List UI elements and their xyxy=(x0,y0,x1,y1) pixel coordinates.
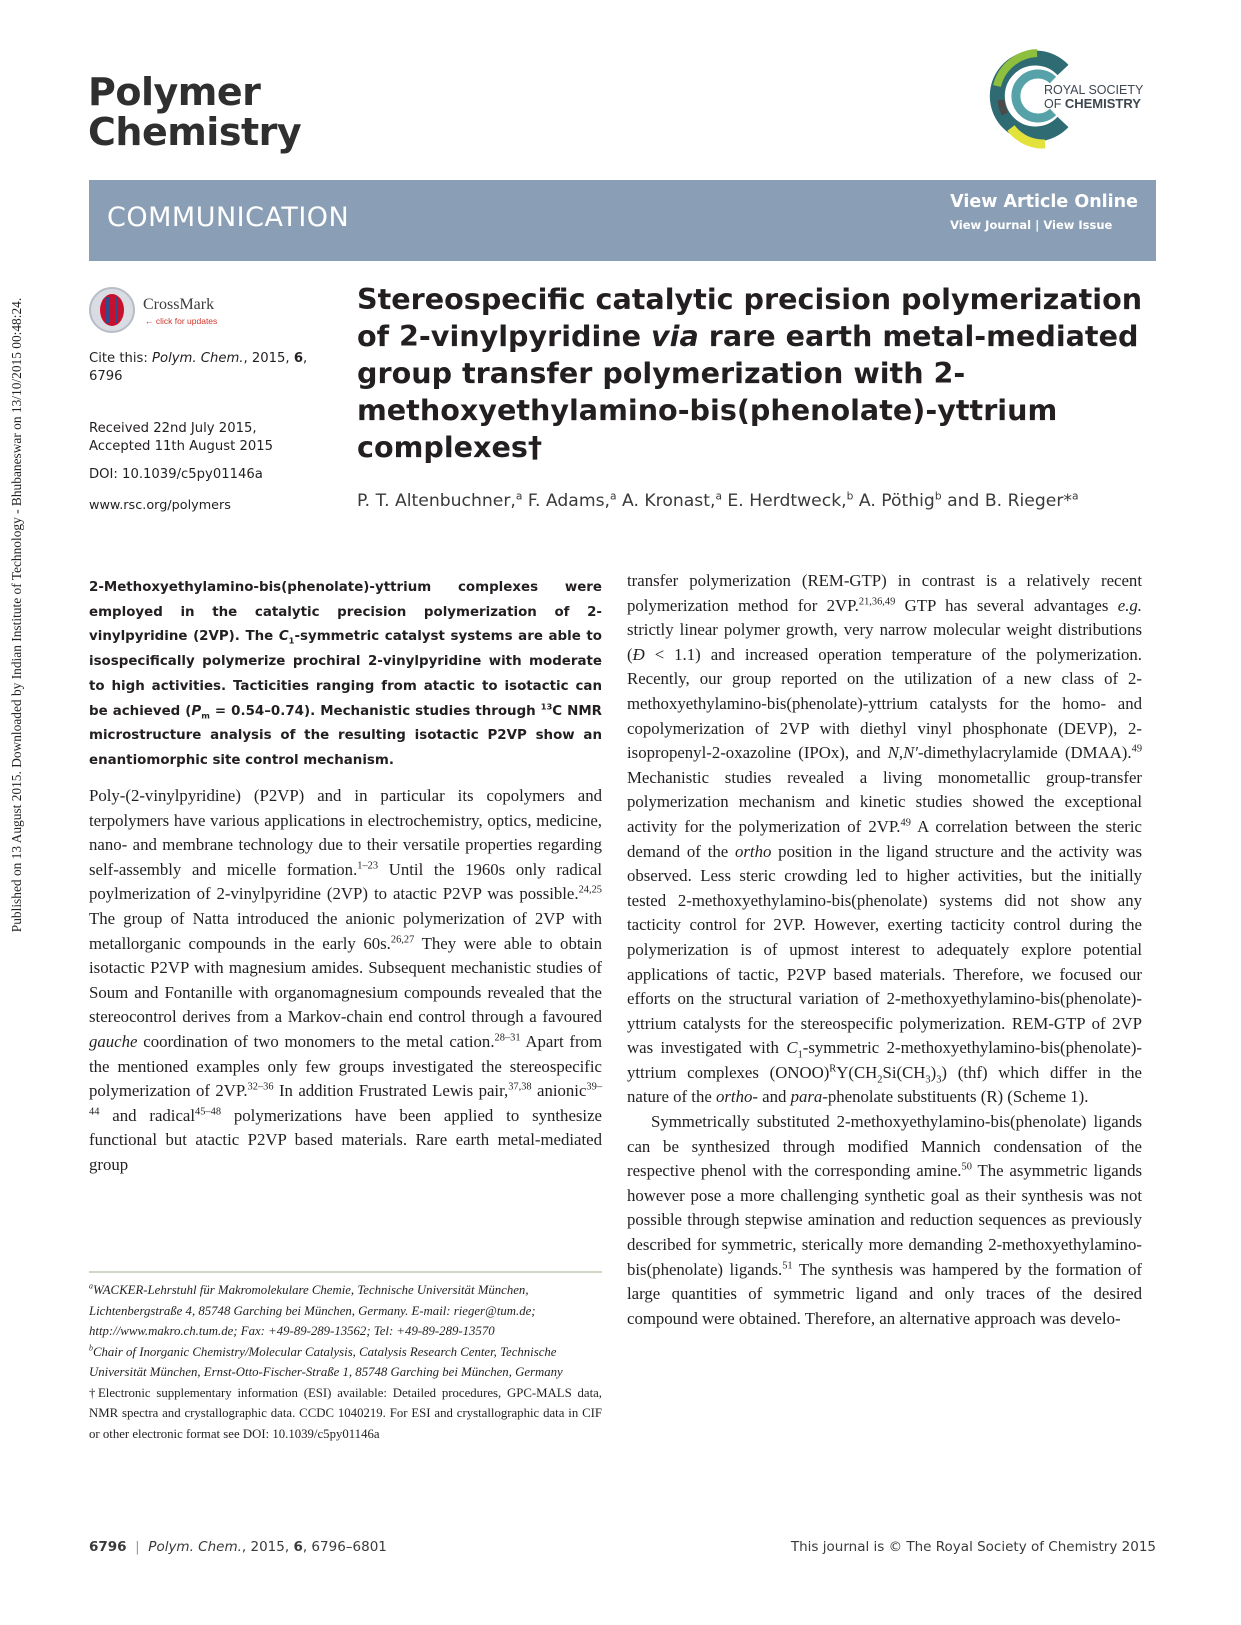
body-text: < 1.1) and increased operation temperature of the polymerization. Recently, our group reported on the utilization of a new class of 2-methoxyethylamino-bis(phenolate)-yttrium catalysts for the homo- and copolymerization of 2VP with diethyl vinyl phosphonate (DEVP), 2-isopropenyl-2-oxazoline (IPOx), and xyxy=(627,644,1142,763)
body-text: Y(CH xyxy=(836,1062,878,1082)
body-italic: N,N′ xyxy=(887,743,918,763)
title-part1: Stereospecific catalytic precision polymerization of 2-vinylpyridine xyxy=(357,282,1143,353)
body-text: strictly linear polymer growth, very narrow molecular weight distributions ( xyxy=(627,620,1142,664)
crossmark-badge[interactable] xyxy=(89,287,249,337)
footnotes xyxy=(89,1280,602,1444)
author-affiliation-mark: a xyxy=(1072,489,1079,503)
footnote-divider xyxy=(89,1271,602,1273)
abstract-text: = 0.54–0.74). Mechanistic studies through xyxy=(209,703,541,719)
citation-year: , 2015, xyxy=(243,351,294,366)
body-subscript: 1 xyxy=(797,1049,803,1061)
reference-mark[interactable]: 39–44 xyxy=(89,1081,603,1118)
reference-mark[interactable]: 32–36 xyxy=(247,1081,274,1093)
body-text: Si(CH xyxy=(882,1062,926,1082)
citation-page-sep: , xyxy=(303,351,308,366)
view-article-online-link[interactable]: View Article Online xyxy=(950,192,1138,212)
reference-mark[interactable]: 49 xyxy=(900,817,911,829)
body-italic: gauche xyxy=(89,1031,138,1051)
body-paragraph xyxy=(627,1110,1142,1331)
body-paragraph xyxy=(627,569,1142,1110)
journal-name xyxy=(88,72,418,152)
banner-link-separator: | xyxy=(1031,218,1044,232)
affiliation-mark: a xyxy=(89,1281,93,1291)
body-text: A correlation between the steric demand of the xyxy=(627,816,1142,861)
author-3 xyxy=(617,491,722,511)
citation-page: 6796 xyxy=(89,369,123,384)
reference-mark[interactable]: 24,25 xyxy=(578,884,602,896)
page-footer-citation xyxy=(89,1539,387,1555)
rsc-logo-line1: ROYAL SOCIETY xyxy=(1044,83,1144,97)
download-stamp-text: Published on 13 August 2015. Downloaded by Indian Institute of Technology - Bhubaneswar on 13/10/2015 00:48:24. xyxy=(9,297,25,933)
body-text: Mechanistic studies revealed a living monometallic group-transfer polymerization mechanism and kinetic studies showed the exceptional activity for the polymerization of 2VP. xyxy=(627,767,1142,836)
citation-prefix: Cite this: xyxy=(89,351,153,366)
journal-name-line1: Polymer xyxy=(88,70,261,114)
body-italic: ortho- xyxy=(716,1087,758,1107)
reference-mark[interactable]: 28–31 xyxy=(494,1032,521,1044)
body-italic: para xyxy=(790,1087,823,1107)
body-text: polymerizations have been applied to synthesize functional but atactic P2VP based materials. Rare earth metal-mediated group xyxy=(89,1105,602,1174)
author-6 xyxy=(942,491,1079,511)
body-text: and xyxy=(757,1087,791,1107)
download-stamp xyxy=(3,220,31,1010)
rsc-logo[interactable] xyxy=(986,40,1158,152)
abstract-text: C NMR microstructure analysis of the resulting isotactic P2VP show an enantiomorphic site control mechanism. xyxy=(89,703,602,768)
reference-mark[interactable]: 26,27 xyxy=(390,933,415,945)
journal-url-link[interactable]: www.rsc.org/polymers xyxy=(89,498,231,513)
body-text: Poly-(2-vinylpyridine) (P2VP) and in particular its copolymers and terpolymers have various applications in electrochemistry, optics, medicine, nano- and membrane technology due to their versatile properties regarding self-assembly and micelle formation. xyxy=(89,786,602,879)
body-superscript: R xyxy=(829,1063,837,1075)
crossmark-icon xyxy=(89,287,135,333)
author-affiliation-mark: b xyxy=(846,489,854,503)
crossmark-sublabel: ← click for updates xyxy=(145,316,218,326)
article-type-banner xyxy=(89,180,1156,261)
esi-note: †Electronic supplementary information (ESI) available: Detailed procedures, GPC-MALS data, NMR spectra and crystallographic data. CCDC 1040219. For ESI and crystallographic data in CIF or other electronic format see DOI: 10.1039/c5py01146a xyxy=(89,1385,602,1441)
journal-name-line2: Chemistry xyxy=(88,110,302,154)
body-text: They were able to obtain isotactic P2VP with magnesium amides. Subsequent mechanistic studies of Soum and Fontanille with organomagnesium compounds revealed that the stereocontrol derives from a Markov-chain end control through a favoured xyxy=(89,933,602,1027)
footer-page-range: , 6796–6801 xyxy=(302,1539,387,1555)
title-part2: rare earth metal-mediated group transfer polymerization with 2-methoxyethylamino-bis(phenolate)-yttrium complexes xyxy=(357,319,1139,464)
body-text: In addition Frustrated Lewis pair, xyxy=(273,1081,509,1101)
footer-separator: | xyxy=(126,1539,149,1555)
body-text: -phenolate substituents (R) (Scheme 1). xyxy=(822,1087,1089,1107)
abstract-symbol: P xyxy=(191,703,202,719)
author-2 xyxy=(522,491,616,511)
article-type-label: COMMUNICATION xyxy=(107,202,350,233)
body-subscript: 3 xyxy=(936,1074,942,1086)
article-title xyxy=(357,281,1157,466)
body-text: position in the ligand structure and the activity was observed. Less steric crowding led to higher activities, but the initially tested 2-methoxyethylamino-bis(phenolate) systems did not show any tacticity control for 2VP. However, exerting tacticity control during the polymerization is of upmost interest to adequately explore potential applications of tactic, P2VP based materials. Therefore, we focused our efforts on the structural variation of 2-methoxyethylamino-bis(phenolate)-yttrium catalysts for the stereospecific polymerization. REM-GTP of 2VP was investigated with xyxy=(627,841,1142,1058)
body-italic: e.g. xyxy=(1117,595,1142,615)
citation xyxy=(89,350,329,386)
banner-links xyxy=(950,192,1138,232)
doi[interactable]: DOI: 10.1039/c5py01146a xyxy=(89,467,263,482)
body-text: The synthesis was hampered by the formation of large quantities of symmetric ligand and only traces of the desired compound were obtained. Therefore, an alternative approach was develo- xyxy=(627,1259,1143,1328)
title-dagger: † xyxy=(527,430,543,464)
affiliation-b xyxy=(89,1342,602,1383)
footer-year: , 2015, xyxy=(241,1539,294,1555)
abstract-superscript: 13 xyxy=(540,701,553,712)
reference-mark[interactable]: 49 xyxy=(1131,743,1143,755)
abstract xyxy=(89,576,602,774)
body-column-right xyxy=(627,569,1142,1331)
body-italic: Đ xyxy=(632,644,645,664)
body-text: The asymmetric ligands however pose a more challenging synthetic goal as their synthesis was not possible through stepwise amination and reduction sequences as previously described for symmetric, sterically more demanding 2-methoxyethylamino-bis(phenolate) ligands. xyxy=(627,1161,1142,1279)
abstract-subscript: m xyxy=(201,710,210,721)
author-name: F. Adams, xyxy=(522,491,610,511)
body-text: anionic xyxy=(531,1081,587,1101)
author-name: A. Kronast, xyxy=(616,491,716,511)
rsc-logo-chemistry: CHEMISTRY xyxy=(1064,96,1141,111)
body-paragraph xyxy=(89,784,602,1178)
page-number: 6796 xyxy=(89,1539,127,1555)
page-footer-copyright: This journal is © The Royal Society of Chemistry 2015 xyxy=(790,1539,1156,1555)
body-text: -dimethylacrylamide (DMAA). xyxy=(917,743,1132,763)
body-text: -symmetric 2-methoxyethylamino-bis(phenolate)-yttrium complexes (ONOO) xyxy=(627,1038,1143,1082)
affiliation-text: Chair of Inorganic Chemistry/Molecular Catalysis, Catalysis Research Center, Technische Universität München, Ernst-Otto-Fischer-Straße 1, 85748 Garching bei München, Germany xyxy=(89,1344,563,1379)
body-italic: ortho xyxy=(735,841,772,861)
author-1 xyxy=(357,491,522,511)
author-affiliation-mark: a xyxy=(515,489,523,503)
citation-journal: Polym. Chem. xyxy=(152,351,244,366)
abstract-text: 2-Methoxyethylamino-bis(phenolate)-yttrium complexes were employed in the catalytic precision polymerization of 2-vinylpyridine (2VP). The xyxy=(89,580,602,645)
body-subscript: 3 xyxy=(925,1074,931,1086)
author-name: P. T. Altenbuchner, xyxy=(357,491,516,511)
author-list xyxy=(357,491,1157,511)
view-issue-link[interactable]: View Issue xyxy=(1043,218,1113,232)
reference-mark[interactable]: 1–23 xyxy=(357,860,379,872)
title-via: via xyxy=(651,319,699,353)
author-4 xyxy=(722,491,853,511)
abstract-subscript: 1 xyxy=(288,636,295,647)
body-text: ) (thf) which differ in the nature of the xyxy=(627,1062,1142,1107)
logo-ring-dark xyxy=(1001,100,1005,114)
author-affiliation-mark: b xyxy=(934,489,942,503)
affiliation-mark: b xyxy=(89,1343,93,1353)
author-name: and B. Rieger* xyxy=(941,491,1073,511)
rsc-logo-line2 xyxy=(1044,97,1164,111)
body-text: Symmetrically substituted 2-methoxyethylamino-bis(phenolate) ligands can be synthesized through modified Mannich condensation of the respective phenol with the corresponding amine. xyxy=(627,1112,1142,1181)
citation-volume: 6 xyxy=(293,351,304,366)
body-italic: C xyxy=(786,1038,798,1058)
author-affiliation-mark: a xyxy=(715,489,722,503)
reference-mark[interactable]: 45–48 xyxy=(195,1106,222,1118)
crossmark-label: CrossMark xyxy=(143,296,215,313)
view-journal-link[interactable]: View Journal xyxy=(950,218,1032,232)
body-text: coordination of two monomers to the metal cation. xyxy=(137,1031,495,1051)
author-affiliation-mark: a xyxy=(610,489,617,503)
body-text: The group of Natta introduced the anionic polymerization of 2VP with metallorganic compounds in the early 60s. xyxy=(89,908,602,953)
body-text: and radical xyxy=(99,1105,195,1125)
abstract-text: -symmetric catalyst systems are able to isospecifically polymerize prochiral 2-vinylpyridine with moderate to high activities. Tacticities ranging from atactic to isotactic can be achieved ( xyxy=(89,629,602,719)
body-text: transfer polymerization (REM-GTP) in contrast is a relatively recent polymerization method for 2VP. xyxy=(627,571,1142,615)
body-text: GTP has several advantages xyxy=(895,595,1118,615)
body-text: Apart from the mentioned examples only few groups investigated the stereospecific polymerization of 2VP. xyxy=(89,1031,603,1101)
reference-mark[interactable]: 21,36,49 xyxy=(858,596,896,607)
reference-mark[interactable]: 51 xyxy=(782,1260,793,1272)
affiliation-text: WACKER-Lehrstuhl für Makromolekulare Chemie, Technische Universität München, Lichtenbergstraße 4, 85748 Garching bei München, Germany. E-mail: rieger@tum.de; http://www.makro.ch.tum.de; Fax: +49-89-289-13562; Tel: +49-89-289-13570 xyxy=(89,1283,536,1338)
reference-mark[interactable]: 37,38 xyxy=(508,1081,532,1093)
rsc-logo-text xyxy=(1044,84,1164,111)
author-5 xyxy=(853,491,941,511)
body-text: ) xyxy=(930,1062,937,1082)
footer-volume: 6 xyxy=(293,1539,303,1555)
footer-journal: Polym. Chem. xyxy=(148,1539,242,1555)
banner-sub-links xyxy=(950,218,1138,232)
abstract-symbol: C xyxy=(278,629,289,645)
author-name: A. Pöthig xyxy=(853,491,935,511)
accepted-date: Accepted 11th August 2015 xyxy=(89,439,274,454)
affiliation-a xyxy=(89,1280,602,1342)
received-date: Received 22nd July 2015, xyxy=(89,421,257,436)
body-column-left xyxy=(89,784,602,1178)
body-text: Until the 1960s only radical poylmerization of 2-vinylpyridine (2VP) to atactic P2VP was possible. xyxy=(89,859,602,904)
reference-mark[interactable]: 50 xyxy=(961,1161,972,1173)
body-subscript: 2 xyxy=(877,1074,883,1086)
author-name: E. Herdtweck, xyxy=(721,491,847,511)
rsc-logo-of: OF xyxy=(1044,97,1065,111)
article-dates xyxy=(89,420,329,456)
